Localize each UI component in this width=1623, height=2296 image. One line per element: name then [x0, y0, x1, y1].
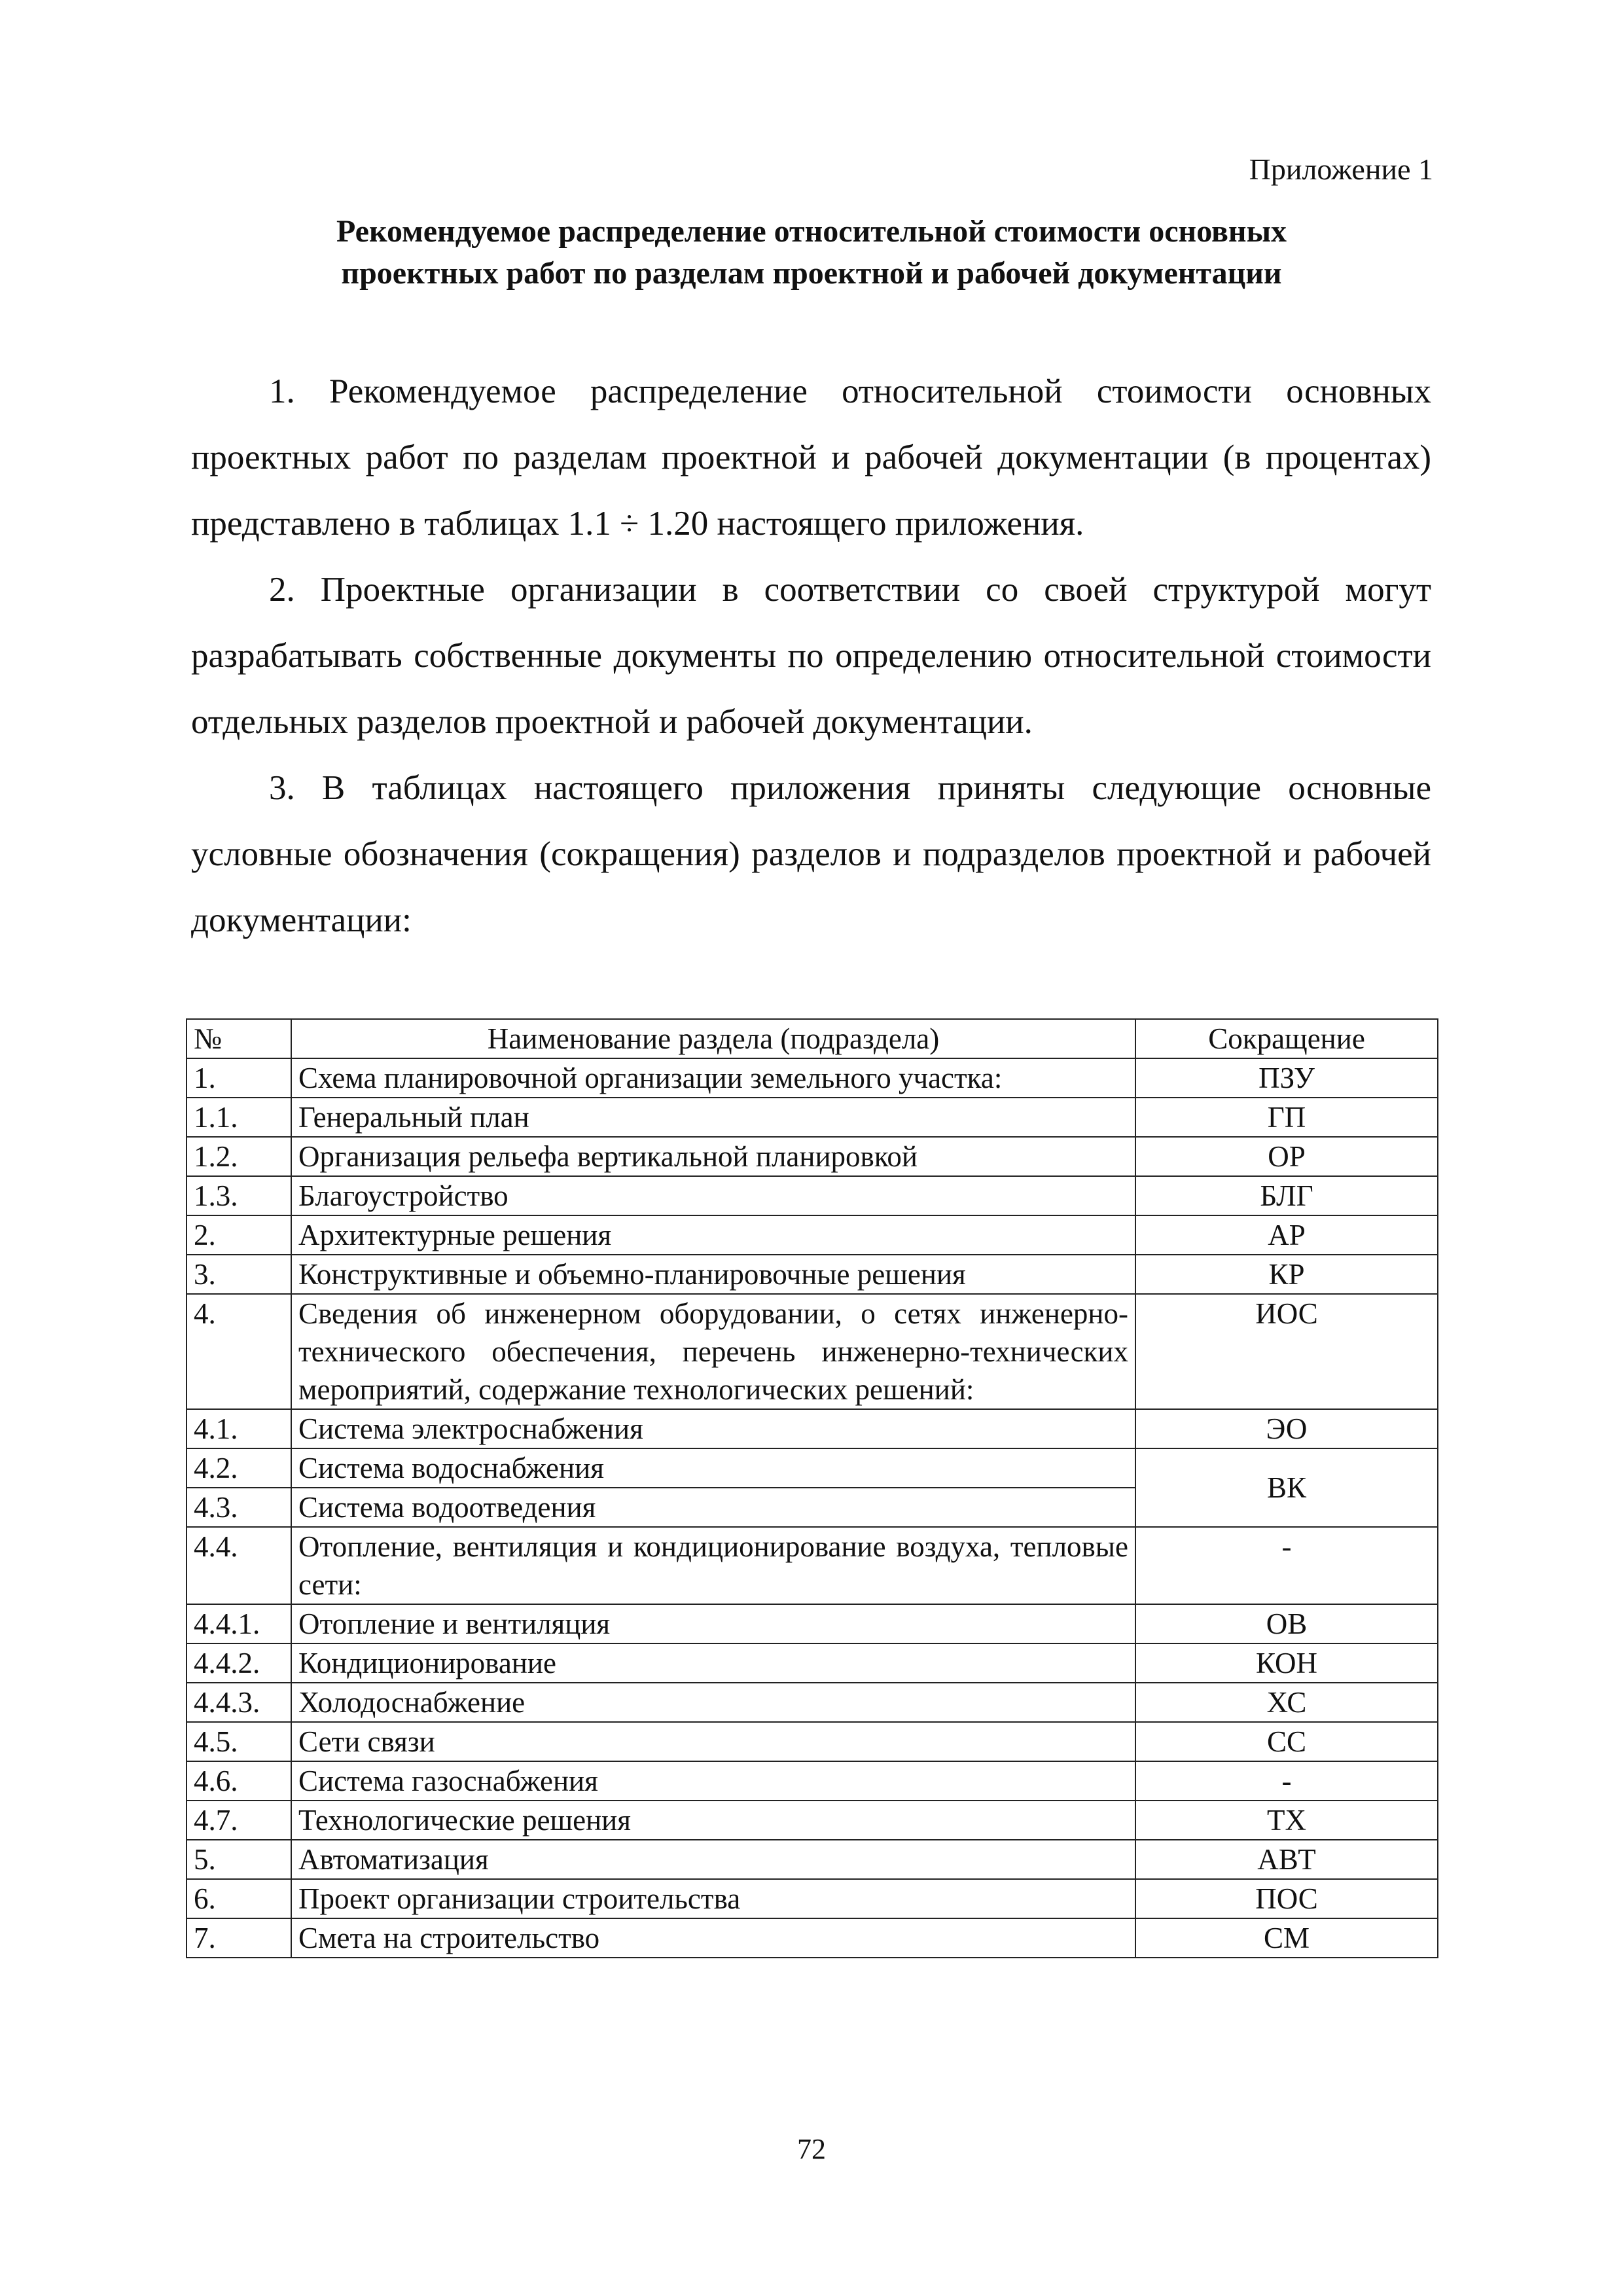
- row-section-name: Конструктивные и объемно-планировочные решения: [291, 1255, 1135, 1294]
- row-number: 5.: [187, 1840, 291, 1879]
- row-number: 2.: [187, 1215, 291, 1255]
- table-row: [187, 1058, 1438, 1098]
- row-abbreviation: ТХ: [1135, 1801, 1438, 1840]
- table-row: [187, 1294, 1438, 1409]
- header-number: №: [187, 1019, 291, 1058]
- appendix-label: Приложение 1: [1249, 152, 1433, 186]
- row-abbreviation: ВК: [1135, 1448, 1438, 1527]
- row-abbreviation: ОР: [1135, 1137, 1438, 1176]
- row-abbreviation: БЛГ: [1135, 1176, 1438, 1215]
- row-number: 6.: [187, 1879, 291, 1918]
- row-section-name: Благоустройство: [291, 1176, 1135, 1215]
- row-number: 7.: [187, 1918, 291, 1958]
- row-section-name: Проект организации строительства: [291, 1879, 1135, 1918]
- paragraph-1: 1. Рекомендуемое распределение относительной стоимости основных проектных работ по разделам проектной и рабочей документации (в процентах) представлено в таблицах 1.1 ÷ 1.20 настоящего приложения.: [191, 372, 1431, 543]
- row-abbreviation: СМ: [1135, 1918, 1438, 1958]
- row-number: 4.7.: [187, 1801, 291, 1840]
- row-section-name: Генеральный план: [291, 1098, 1135, 1137]
- row-section-name: Система газоснабжения: [291, 1761, 1135, 1801]
- table-row: [187, 1761, 1438, 1801]
- body-text: [191, 359, 1431, 954]
- table-row: [187, 1722, 1438, 1761]
- row-number: 4.1.: [187, 1409, 291, 1448]
- row-abbreviation: ЭО: [1135, 1409, 1438, 1448]
- row-abbreviation: ИОС: [1135, 1294, 1438, 1409]
- title-line-1: Рекомендуемое распределение относительной стоимости основных: [336, 214, 1287, 249]
- row-number: 4.3.: [187, 1488, 291, 1527]
- row-abbreviation: СС: [1135, 1722, 1438, 1761]
- abbreviations-table: [186, 1018, 1438, 1958]
- row-abbreviation: ХС: [1135, 1683, 1438, 1722]
- row-number: 4.4.2.: [187, 1643, 291, 1683]
- row-abbreviation: ПОС: [1135, 1879, 1438, 1918]
- row-number: 1.: [187, 1058, 291, 1098]
- row-abbreviation: КОН: [1135, 1643, 1438, 1683]
- table-row: [187, 1879, 1438, 1918]
- row-abbreviation: АР: [1135, 1215, 1438, 1255]
- row-section-name: Организация рельефа вертикальной планировкой: [291, 1137, 1135, 1176]
- row-abbreviation: -: [1135, 1761, 1438, 1801]
- table-row: [187, 1918, 1438, 1958]
- row-number: 4.4.1.: [187, 1604, 291, 1643]
- row-section-name: Сети связи: [291, 1722, 1135, 1761]
- row-section-name: Система электроснабжения: [291, 1409, 1135, 1448]
- table-row: [187, 1409, 1438, 1448]
- row-number: 1.2.: [187, 1137, 291, 1176]
- row-section-name: Кондиционирование: [291, 1643, 1135, 1683]
- row-abbreviation: КР: [1135, 1255, 1438, 1294]
- row-section-name: Автоматизация: [291, 1840, 1135, 1879]
- row-section-name: Сведения об инженерном оборудовании, о сетях инженерно-технического обеспечения, перечень инженерно-технических мероприятий, содержание технологических решений:: [291, 1294, 1135, 1409]
- row-section-name: Архитектурные решения: [291, 1215, 1135, 1255]
- table-row: [187, 1643, 1438, 1683]
- paragraph-2: 2. Проектные организации в соответствии со своей структурой могут разрабатывать собственные документы по определению относительной стоимости отдельных разделов проектной и рабочей документации.: [191, 571, 1431, 741]
- row-abbreviation: ГП: [1135, 1098, 1438, 1137]
- table-row: [187, 1840, 1438, 1879]
- table-row: [187, 1137, 1438, 1176]
- row-number: 4.5.: [187, 1722, 291, 1761]
- row-section-name: Система водоотведения: [291, 1488, 1135, 1527]
- page-title: [190, 211, 1433, 295]
- row-number: 4.: [187, 1294, 291, 1409]
- table-row: [187, 1215, 1438, 1255]
- row-section-name: Смета на строительство: [291, 1918, 1135, 1958]
- row-abbreviation: ПЗУ: [1135, 1058, 1438, 1098]
- row-section-name: Технологические решения: [291, 1801, 1135, 1840]
- table-row: [187, 1604, 1438, 1643]
- row-abbreviation: АВТ: [1135, 1840, 1438, 1879]
- table-header-row: [187, 1019, 1438, 1058]
- row-abbreviation: -: [1135, 1527, 1438, 1604]
- table-row: [187, 1098, 1438, 1137]
- row-section-name: Холодоснабжение: [291, 1683, 1135, 1722]
- table-row: [187, 1527, 1438, 1604]
- header-abbreviation: Сокращение: [1135, 1019, 1438, 1058]
- row-number: 1.3.: [187, 1176, 291, 1215]
- row-section-name: Отопление и вентиляция: [291, 1604, 1135, 1643]
- row-number: 4.2.: [187, 1448, 291, 1488]
- table-row: [187, 1255, 1438, 1294]
- row-number: 4.6.: [187, 1761, 291, 1801]
- title-line-2: проектных работ по разделам проектной и рабочей документации: [341, 256, 1282, 291]
- table-row: [187, 1176, 1438, 1215]
- page-number: 72: [797, 2133, 826, 2165]
- table-row: [187, 1801, 1438, 1840]
- table-row: [187, 1683, 1438, 1722]
- row-number: 4.4.: [187, 1527, 291, 1604]
- header-section-name: Наименование раздела (подраздела): [291, 1019, 1135, 1058]
- row-section-name: Схема планировочной организации земельного участка:: [291, 1058, 1135, 1098]
- table-row: [187, 1448, 1438, 1488]
- row-number: 3.: [187, 1255, 291, 1294]
- row-number: 1.1.: [187, 1098, 291, 1137]
- row-section-name: Отопление, вентиляция и кондиционирование воздуха, тепловые сети:: [291, 1527, 1135, 1604]
- row-section-name: Система водоснабжения: [291, 1448, 1135, 1488]
- row-abbreviation: ОВ: [1135, 1604, 1438, 1643]
- row-number: 4.4.3.: [187, 1683, 291, 1722]
- paragraph-3: 3. В таблицах настоящего приложения приняты следующие основные условные обозначения (сокращения) разделов и подразделов проектной и рабочей документации:: [191, 769, 1431, 939]
